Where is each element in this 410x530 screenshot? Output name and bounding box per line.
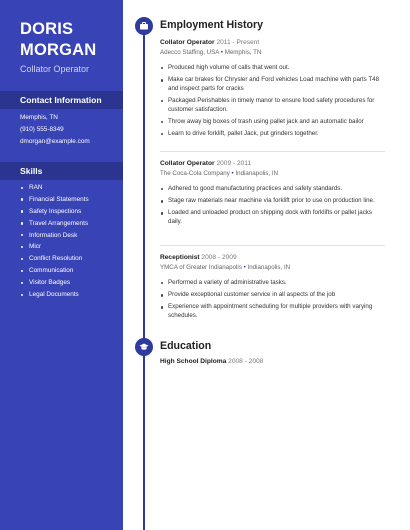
skill-item: Information Desk — [21, 232, 89, 244]
education-entry — [160, 358, 263, 365]
job-bullet: Adhered to good manufacturing practices and safety standards. — [160, 185, 385, 194]
skill-item: Safety Inspections — [21, 208, 89, 220]
education-degree: High School Diploma — [160, 358, 227, 365]
separator-dot: • — [220, 49, 223, 56]
job-location: Memphis, TN — [224, 49, 262, 56]
job-bullets — [160, 279, 385, 321]
job-bullet: Learn to drive forklift, pallet Jack, put grinders together. — [160, 130, 385, 139]
job-bullet: Make car brakes for Chrysler and Ford vehicles Load machine with parts T48 and inspect parts for cracks — [160, 76, 385, 93]
last-name: MORGAN — [20, 41, 97, 59]
contact-heading: Contact Information — [20, 95, 102, 105]
graduation-cap-icon — [135, 338, 153, 356]
job-bullet: Experience with appointment scheduling for multiple providers with varying schedules. — [160, 303, 385, 320]
education-heading: Education — [160, 340, 212, 352]
job-bullets — [160, 64, 385, 139]
job-location: Indianapolis, IN — [235, 170, 279, 177]
job-bullet: Produced high volume of calls that went out. — [160, 64, 385, 73]
skill-item: RAN — [21, 184, 89, 196]
education-dates: 2008 - 2008 — [228, 358, 264, 365]
job-dates: 2009 - 2011 — [216, 160, 252, 167]
job-employer — [160, 49, 385, 57]
job-employer — [160, 170, 385, 178]
skills-heading: Skills — [20, 166, 43, 176]
job-location: Indianapolis, IN — [247, 264, 291, 271]
contact-email[interactable]: dmorgan@example.com — [20, 138, 90, 145]
job-entry — [160, 254, 385, 324]
job-company: YMCA of Greater Indianapolis — [160, 264, 242, 271]
contact-city: Memphis, TN — [20, 114, 58, 121]
candidate-name — [20, 19, 96, 61]
sidebar — [0, 0, 123, 530]
divider — [160, 245, 385, 246]
job-title: Collator Operator — [160, 160, 215, 167]
job-title: Receptionist — [160, 254, 200, 261]
job-entry — [160, 39, 385, 142]
job-employer — [160, 264, 385, 272]
job-header — [160, 160, 385, 168]
separator-dot: • — [231, 170, 234, 177]
job-bullet: Packaged Perishables in timely manor to ensure food safety procedures for customer satisfaction. — [160, 97, 385, 114]
job-bullets — [160, 185, 385, 227]
contact-phone: (910) 555-8349 — [20, 126, 64, 133]
job-title: Collator Operator — [160, 39, 215, 46]
skill-item: Financial Statements — [21, 196, 89, 208]
skills-heading-bar — [0, 162, 123, 180]
job-header — [160, 39, 385, 47]
job-bullet: Stage raw materials near machine via forklift prior to use on production line. — [160, 197, 385, 206]
separator-dot: • — [243, 264, 246, 271]
candidate-title: Collator Operator — [20, 64, 90, 74]
briefcase-icon — [135, 17, 153, 35]
job-dates: 2011 - Present — [216, 39, 260, 46]
job-dates: 2008 - 2009 — [201, 254, 237, 261]
job-company: The Coca-Cola Company — [160, 170, 230, 177]
skills-list — [21, 184, 89, 303]
skill-item: Legal Documents — [21, 291, 89, 303]
employment-heading: Employment History — [160, 19, 264, 31]
skill-item: Conflict Resolution — [21, 255, 89, 267]
job-bullet: Throw away big boxes of trash using pallet jack and an automatic bailor — [160, 118, 385, 127]
job-header — [160, 254, 385, 262]
divider — [160, 151, 385, 152]
job-bullet: Provide exceptional customer service in all aspects of the job — [160, 291, 385, 300]
contact-heading-bar — [0, 91, 123, 109]
job-bullet: Performed a variety of administrative tasks. — [160, 279, 385, 288]
skill-item: Micr — [21, 243, 89, 255]
timeline-line — [143, 26, 145, 530]
job-entry — [160, 160, 385, 230]
skill-item: Communication — [21, 267, 89, 279]
first-name: DORIS — [20, 20, 74, 38]
skill-item: Visitor Badges — [21, 279, 89, 291]
job-company: Adecco Staffing, USA — [160, 49, 220, 56]
skill-item: Travel Arrangements — [21, 220, 89, 232]
job-bullet: Loaded and unloaded product on shipping dock with forklifts or pallet jacks daily. — [160, 209, 385, 226]
